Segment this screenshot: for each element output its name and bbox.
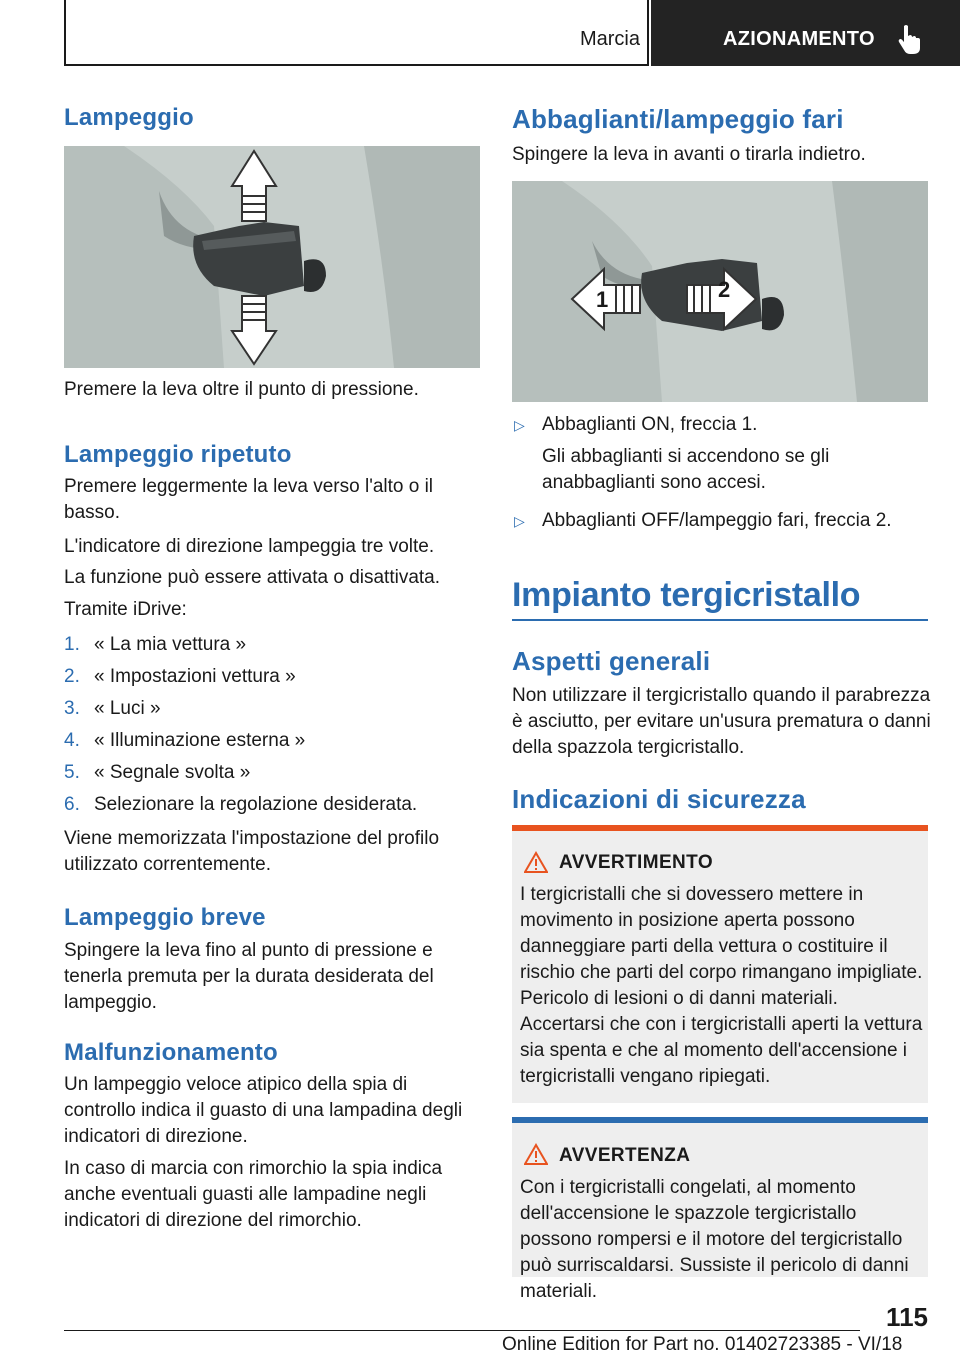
step-number: 1. bbox=[64, 634, 80, 655]
memo-paragraph: Viene memorizzata l'impostazione del profilo utilizzato correntemente. bbox=[64, 828, 440, 875]
list-item bbox=[512, 412, 932, 496]
malf-paragraph-2: In caso di marcia con rimorchio la spia indica anche eventuali guasti alle lampadine negli indicatori di direzione del rimorchio. bbox=[64, 1158, 443, 1231]
list-item bbox=[64, 664, 484, 696]
caution-text: Con i tergicristalli congelati, al momento dell'accensione le spazzole tergicristallo possono rompersi e il motore del tergicristallo può surriscaldarsi. Sussiste il pericolo di danni materiali. bbox=[520, 1177, 909, 1302]
figure-lever-push-pull bbox=[512, 181, 928, 402]
warning-text: I tergicristalli che si dovessero mettere in movimento in posizione aperta possono danneggiare parti della vettura o costituire il rischio che parti del corpo rimangano impigliate. Pericolo di lesioni o di danni materiali. Accertarsi che con i tergicristalli aperti la vettura sia spenta e che al momento dell'accensione i tergicristalli vengano ripiegati. bbox=[520, 884, 923, 1087]
abbaglianti-paragraph: Spingere la leva in avanti o tirarla indietro. bbox=[512, 144, 866, 165]
abbaglianti-bullets bbox=[512, 412, 932, 534]
heading-indicazioni-sicurezza: Indicazioni di sicurezza bbox=[512, 784, 806, 814]
hand-pointer-icon bbox=[897, 24, 923, 54]
header-separator bbox=[647, 0, 649, 66]
triangle-bullet-icon: ▷ bbox=[514, 513, 525, 529]
figure-lever-up-down bbox=[64, 146, 480, 368]
step-number: 3. bbox=[64, 698, 80, 719]
step-number: 2. bbox=[64, 666, 80, 687]
figure-caption: Premere la leva oltre il punto di pressione. bbox=[64, 379, 419, 400]
section-rule bbox=[512, 619, 928, 621]
step-text: Selezionare la regolazione desiderata. bbox=[94, 794, 418, 815]
caution-box bbox=[512, 1117, 928, 1302]
warning-title: AVVERTIMENTO bbox=[559, 852, 713, 873]
arrow-label-2: 2 bbox=[718, 277, 731, 302]
aspetti-paragraph: Non utilizzare il tergicristallo quando il parabrezza è asciutto, per evitare un'usura prematura o danni della spazzola tergicristallo. bbox=[512, 685, 931, 758]
step-text: « La mia vettura » bbox=[94, 634, 247, 655]
heading-impianto-tergicristallo: Impianto tergicristallo bbox=[512, 576, 861, 614]
lever-illustration bbox=[64, 146, 480, 368]
malf-paragraph-1: Un lampeggio veloce atipico della spia di controllo indica il guasto di una lampadina degli indicatori di direzione. bbox=[64, 1074, 463, 1147]
list-item bbox=[64, 792, 484, 824]
bullet-text: Abbaglianti ON, freccia 1. bbox=[542, 414, 758, 435]
step-text: « Luci » bbox=[94, 698, 161, 719]
ripetuto-paragraph-4: Tramite iDrive: bbox=[64, 599, 187, 620]
heading-lampeggio: Lampeggio bbox=[64, 104, 194, 131]
step-number: 6. bbox=[64, 794, 80, 815]
list-item bbox=[64, 632, 484, 664]
idrive-steps-list bbox=[64, 632, 484, 824]
footer-rule bbox=[64, 1330, 860, 1331]
heading-abbaglianti: Abbaglianti/lampeggio fari bbox=[512, 104, 844, 134]
heading-aspetti-generali: Aspetti generali bbox=[512, 646, 711, 676]
step-text: « Segnale svolta » bbox=[94, 762, 251, 783]
caution-bar bbox=[512, 1117, 928, 1123]
step-number: 5. bbox=[64, 762, 80, 783]
header-left-border bbox=[64, 0, 66, 66]
arrow-label-1: 1 bbox=[596, 287, 609, 312]
warning-bar bbox=[512, 825, 928, 831]
ripetuto-paragraph-2: L'indicatore di direzione lampeggia tre volte. bbox=[64, 536, 435, 557]
heading-lampeggio-breve: Lampeggio breve bbox=[64, 904, 266, 931]
list-item bbox=[64, 728, 484, 760]
triangle-bullet-icon: ▷ bbox=[514, 417, 525, 433]
header-underline bbox=[64, 64, 648, 66]
step-text: « Impostazioni vettura » bbox=[94, 666, 296, 687]
bullet-subtext: Gli abbaglianti si accendono se gli anabbaglianti sono accesi. bbox=[542, 446, 830, 493]
list-item bbox=[64, 696, 484, 728]
list-item bbox=[64, 760, 484, 792]
heading-malfunzionamento: Malfunzionamento bbox=[64, 1039, 278, 1066]
list-item bbox=[512, 508, 932, 534]
footer-edition: Online Edition for Part no. 01402723385 - VI/18 bbox=[502, 1334, 903, 1355]
lever-push-pull-illustration bbox=[512, 181, 928, 402]
heading-lampeggio-ripetuto: Lampeggio ripetuto bbox=[64, 441, 292, 468]
warning-triangle-icon bbox=[524, 851, 548, 873]
breve-paragraph: Spingere la leva fino al punto di pressione e tenerla premuta per la durata desiderata del lampeggio. bbox=[64, 940, 434, 1013]
header-chapter-tab[interactable] bbox=[651, 0, 960, 66]
header-chapter-label: AZIONAMENTO bbox=[723, 28, 875, 50]
header-section-label: Marcia bbox=[579, 28, 640, 50]
warning-triangle-icon bbox=[524, 1143, 548, 1165]
warning-box bbox=[512, 825, 928, 1103]
step-number: 4. bbox=[64, 730, 80, 751]
step-text: « Illuminazione esterna » bbox=[94, 730, 306, 751]
ripetuto-paragraph-1: Premere leggermente la leva verso l'alto o il basso. bbox=[64, 476, 434, 523]
bullet-text: Abbaglianti OFF/lampeggio fari, freccia 2. bbox=[542, 510, 892, 531]
caution-title: AVVERTENZA bbox=[559, 1145, 691, 1166]
page-number: 115 bbox=[886, 1302, 928, 1332]
ripetuto-paragraph-3: La funzione può essere attivata o disattivata. bbox=[64, 567, 441, 588]
